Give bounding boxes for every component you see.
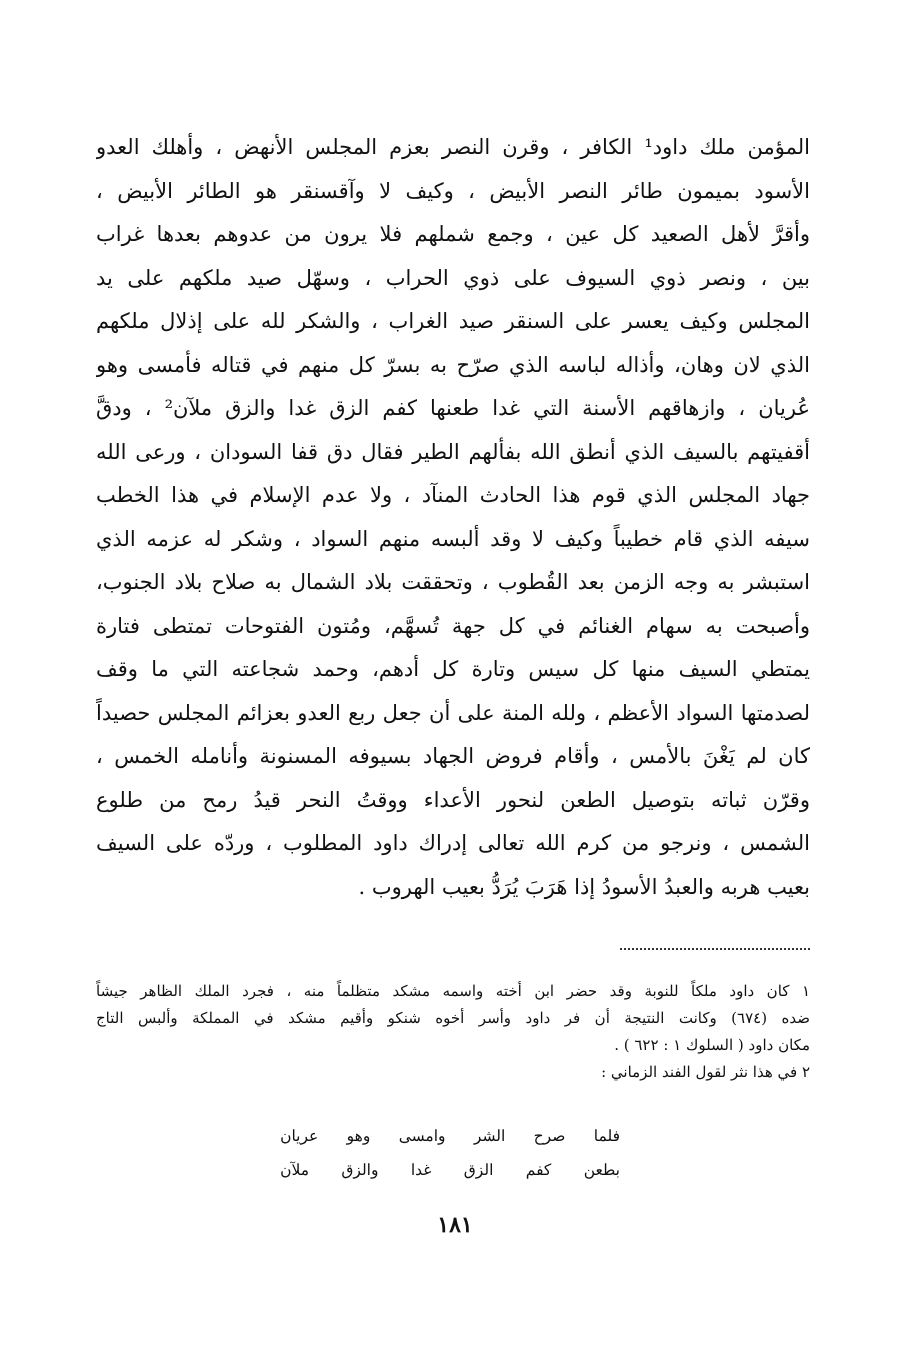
- text-line: جهاد المجلس الذي قوم هذا الحادث المنآد ، ولا عدم الإسلام في هذا الخطب: [96, 483, 810, 507]
- verse-word: عريان: [280, 1127, 319, 1145]
- text-line: المجلس وكيف يعسر على السنقر صيد الغراب ، والشكر لله على إذلال ملكهم: [96, 309, 810, 333]
- verse-word: وهو: [346, 1127, 371, 1145]
- verse-word: غدا: [410, 1161, 432, 1179]
- verse-word: وامسى: [398, 1127, 446, 1145]
- verse-word: صرح: [533, 1127, 566, 1145]
- main-text-block: [96, 126, 810, 909]
- page-number: ١٨١: [437, 1212, 473, 1238]
- verse-word: والزق: [341, 1161, 379, 1179]
- text-line: الشمس ، ونرجو من كرم الله تعالى إدراك داود المطلوب ، وردّه على السيف: [96, 831, 810, 855]
- verse-line-2: [280, 1161, 620, 1179]
- verse-word: فلما: [593, 1127, 620, 1145]
- text-line: وقرّن ثباته بتوصيل الطعن لنحور الأعداء ووقتُ النحر قيدُ رمح من طلوع: [96, 787, 810, 812]
- text-line: وأقرَّ لأهل الصعيد كل عين ، وجمع شملهم فلا يرون من عدوهم بعدها غراب: [96, 222, 810, 246]
- footnotes-block: [96, 978, 810, 1086]
- text-line: المؤمن ملك داود¹ الكافر ، وقرن النصر بعزم المجلس الأنهض ، وأهلك العدو: [96, 135, 810, 159]
- text-line: كان لم يَغْنَ بالأمس ، وأقام فروض الجهاد بسيوفه المسنونة وأنامله الخمس ،: [96, 744, 810, 768]
- text-line: بين ، ونصر ذوي السيوف على ذوي الحراب ، وسهّل صيد ملكهم على يد: [96, 265, 810, 290]
- verse-word: الشر: [473, 1127, 506, 1145]
- text-line: أقفيتهم بالسيف الذي أنطق الله بفألهم الطير فقال دق قفا السودان ، ورعى الله: [96, 439, 810, 464]
- verse-line-1: [280, 1127, 620, 1145]
- footnote-separator: [620, 948, 810, 950]
- text-line: يمتطي السيف منها كل سيس وتارة كل أدهم، وحمد شجاعته التي ما وقف: [96, 657, 810, 681]
- text-line: سيفه الذي قام خطيباً وكيف لا وقد ألبسه منهم السواد ، وشكر له عزمه الذي: [96, 526, 810, 551]
- verse-word: كفم: [525, 1161, 552, 1179]
- text-line: بعيب هربه والعبدُ الأسودُ إذا هَرَبَ يُرَدُّ بعيب الهروب .: [358, 874, 810, 899]
- text-line: الذي لان وهان، وأذاله لباسه الذي صرّح به بسرّ كل منهم في قتاله فأمسى وهو: [96, 352, 810, 377]
- footnote-1-line: ضده (٦٧٤) وكانت النتيجة أن فر داود وأسر أخوه شنكو وأقيم مشكد في المملكة وألبس التاج: [96, 1009, 810, 1027]
- text-line: وأصبحت به سهام الغنائم في كل جهة تُسهَّم، ومُتون الفتوحات تمتطى فتارة: [96, 613, 810, 638]
- footnote-1-line: ١ كان داود ملكاً للنوبة وقد حضر ابن أخته واسمه مشكد متظلماً منه ، فجرد الملك الظاهر جيشاً: [96, 982, 810, 1000]
- verse-word: ملآن: [280, 1161, 309, 1179]
- verse-word: الزق: [463, 1161, 494, 1179]
- footnote-1-line: مكان داود ( السلوك ١ : ٦٢٢ ) .: [614, 1036, 810, 1054]
- verse-word: بطعن: [583, 1161, 620, 1179]
- text-line: عُريان ، وازهاقهم الأسنة التي غدا طعنها كفم الزق غدا والزق ملآن² ، ودقَّ: [96, 396, 810, 420]
- text-line: لصدمتها السواد الأعظم ، ولله المنة على أن جعل ربع العدو بعزائم المجلس حصيداً: [96, 700, 810, 725]
- text-line: الأسود بميمون طائر النصر الأبيض ، وكيف لا وآقسنقر هو الطائر الأبيض ،: [96, 178, 810, 203]
- text-line: استبشر به وجه الزمن بعد القُطوب ، وتحققت بلاد الشمال به صلاح بلاد الجنوب،: [96, 570, 810, 594]
- footnote-2-intro: ٢ في هذا نثر لقول الفند الزماني :: [601, 1063, 810, 1081]
